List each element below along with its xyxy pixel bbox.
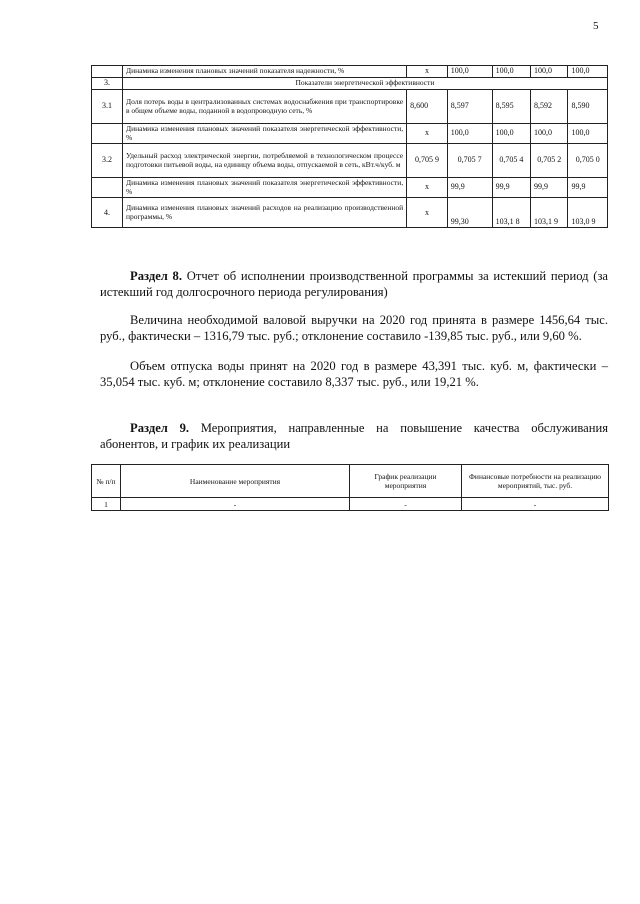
value-cell: x: [407, 198, 448, 228]
value-cell: 100,0: [568, 124, 608, 144]
value-cell: 0,705 0: [568, 144, 608, 178]
value-cell: 99,9: [492, 178, 530, 198]
header-schedule: График реализации мероприятия: [350, 465, 462, 498]
header-number: № п/п: [92, 465, 121, 498]
indicator-description: Динамика изменения плановых значений показателя энергетической эффективности, %: [122, 124, 406, 144]
value-cell: x: [407, 66, 448, 78]
indicator-description: Удельный расход электрической энергии, потребляемой в технологическом процессе подготовки питьевой воды, на единицу объема воды, отпускаемой в сеть, кВт.ч/куб. м: [122, 144, 406, 178]
value-cell: 103,1 8: [492, 198, 530, 228]
value-cell: 99,30: [447, 198, 492, 228]
value-cell: 99,9: [568, 178, 608, 198]
table-row: [92, 78, 608, 90]
table-row: [92, 178, 608, 198]
value-cell: 100,0: [492, 124, 530, 144]
value-cell: x: [407, 178, 448, 198]
header-measure-name: Наименование мероприятия: [121, 465, 350, 498]
indicator-description: Динамика изменения плановых значений показателя энергетической эффективности, %: [122, 178, 406, 198]
value-cell: x: [407, 124, 448, 144]
row-number: [92, 124, 123, 144]
value-cell: 8,592: [531, 90, 568, 124]
value-cell: 103,0 9: [568, 198, 608, 228]
cell-financial-needs: -: [462, 498, 609, 511]
section9-title: [100, 420, 608, 452]
value-cell: 100,0: [447, 124, 492, 144]
value-cell: 100,0: [531, 66, 568, 78]
value-cell: 0,705 9: [407, 144, 448, 178]
row-number: [92, 178, 123, 198]
table-row: [92, 124, 608, 144]
value-cell: 100,0: [531, 124, 568, 144]
cell-number: 1: [92, 498, 121, 511]
measures-table: [91, 464, 609, 511]
value-cell: 100,0: [568, 66, 608, 78]
indicator-description: Доля потерь воды в централизованных системах водоснабжения при транспортировке в общем объеме воды, поданной в водопроводную сеть, %: [122, 90, 406, 124]
table-row: [92, 90, 608, 124]
value-cell: 103,1 9: [531, 198, 568, 228]
indicator-description: Динамика изменения плановых значений показателя надежности, %: [122, 66, 406, 78]
value-cell: 99,9: [531, 178, 568, 198]
section8-paragraph-revenue: Величина необходимой валовой выручки на 2020 год принята в размере 1456,64 тыс. руб., фактически – 1316,79 тыс. руб.; отклонение составило -139,85 тыс. руб., или 9,60 %.: [100, 313, 608, 343]
cell-measure-name: -: [121, 498, 350, 511]
value-cell: 100,0: [492, 66, 530, 78]
row-number: 3.2: [92, 144, 123, 178]
measures-table-header: [92, 465, 609, 498]
cell-schedule: -: [350, 498, 462, 511]
value-cell: 0,705 7: [447, 144, 492, 178]
section9-title-text: Мероприятия, направленные на повышение качества обслуживания абонентов, и график их реализации: [100, 421, 608, 451]
row-number: 3.1: [92, 90, 123, 124]
table-row: [92, 498, 609, 511]
table-row: [92, 66, 608, 78]
indicator-description: Динамика изменения плановых значений расходов на реализацию производственной программы, %: [122, 198, 406, 228]
value-cell: 8,597: [447, 90, 492, 124]
section8-title-bold: Раздел 8.: [130, 269, 183, 283]
value-cell: 99,9: [447, 178, 492, 198]
table-row: [92, 198, 608, 228]
section8-paragraph-volume: Объем отпуска воды принят на 2020 год в размере 43,391 тыс. куб. м, фактически – 35,054 тыс. куб. м; отклонение составило 8,337 тыс. руб., или 19,21 %.: [100, 359, 608, 389]
value-cell: 0,705 4: [492, 144, 530, 178]
table-row: [92, 144, 608, 178]
value-cell: 8,590: [568, 90, 608, 124]
row-number: [92, 66, 123, 78]
section8-title-text: Отчет об исполнении производственной программы за истекший период (за истекший год долгосрочного периода регулирования): [100, 269, 609, 299]
section9-title-bold: Раздел 9.: [130, 421, 190, 435]
row-number: 4.: [92, 198, 123, 228]
section8-title: [100, 268, 608, 300]
value-cell: 100,0: [447, 66, 492, 78]
section-heading: Показатели энергетической эффективности: [122, 78, 607, 90]
value-cell: 8,600: [407, 90, 448, 124]
indicators-table: [91, 65, 608, 228]
value-cell: 8,595: [492, 90, 530, 124]
row-number: 3.: [92, 78, 123, 90]
value-cell: 0,705 2: [531, 144, 568, 178]
page-number: 5: [593, 20, 599, 32]
header-financial-needs: Финансовые потребности на реализацию мероприятий, тыс. руб.: [462, 465, 609, 498]
